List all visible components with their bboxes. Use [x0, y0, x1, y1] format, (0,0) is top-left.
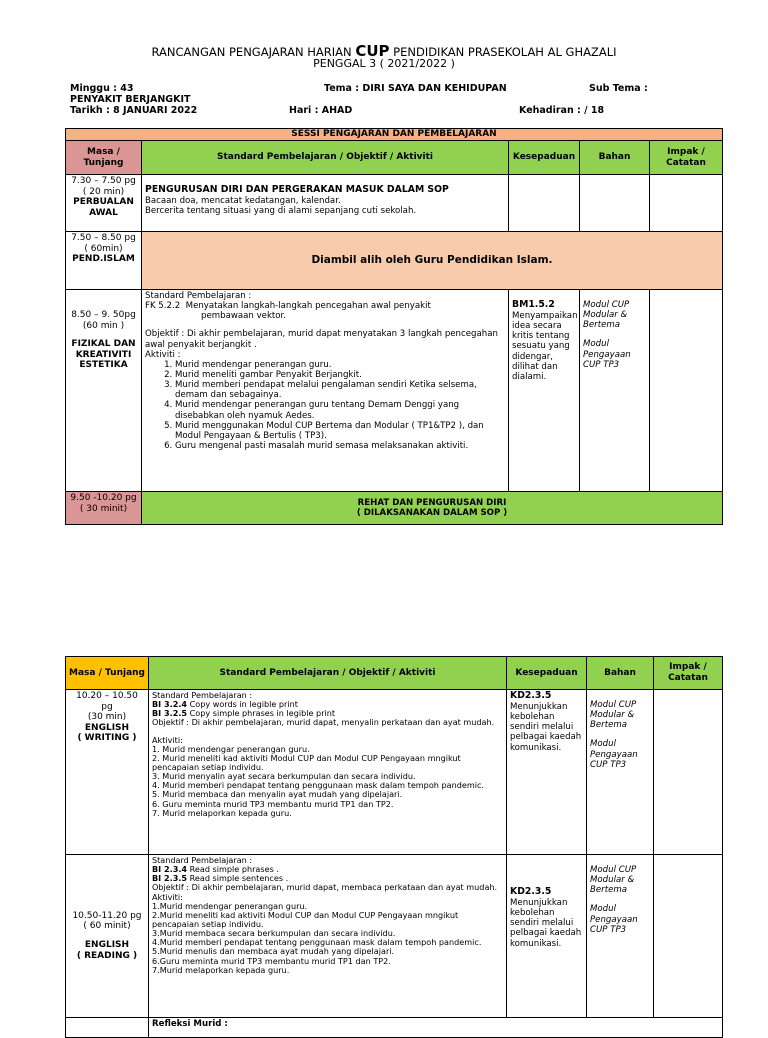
list-item: 7.Murid melaporkan kepada guru.	[152, 964, 290, 975]
activity-line: Bercerita tentang situasi yang di alami sepanjang cuti sekolah.	[145, 206, 417, 217]
tema-label: Tema : DIRI SAYA DAN KEHIDUPAN	[324, 83, 507, 94]
aktiviti-list	[145, 360, 505, 451]
bahan-item: Modul Pengayaan CUP TP3	[590, 904, 638, 935]
list-item: 1. Murid mendengar penerangan guru.	[152, 743, 310, 754]
bahan-item: Modul CUP Modular & Bertema	[583, 300, 630, 331]
kesepaduan-text: Menunjukkan kebolehan sendiri melalui pelbagai kaedah komunikasi.	[510, 897, 582, 949]
minggu-label: Minggu : 43	[70, 83, 134, 94]
kesepaduan-cell	[509, 175, 580, 232]
col-header-standard: Standard Pembelajaran / Objektif / Aktiviti	[142, 141, 509, 175]
rehat-line: ( DILAKSANAKAN DALAM SOP )	[356, 508, 508, 518]
masa-duration: ( 60min)	[84, 243, 123, 254]
sp-label: Standard Pembelajaran :	[152, 690, 253, 700]
col-header-impak: Impak / Catatan	[650, 141, 723, 175]
activity-cell	[149, 690, 507, 855]
list-item: 2.Murid meneliti kad aktiviti Modul CUP dan Modul CUP Pengayaan mngikut pencapaian setiap individu.	[152, 909, 459, 929]
sp-text-cont: pembawaan vektor.	[201, 311, 287, 322]
bahan-item: Modul Pengayaan CUP TP3	[583, 339, 631, 370]
col-header-kesepaduan: Kesepaduan	[507, 657, 587, 690]
sp-code: BI 2.3.4	[152, 864, 188, 875]
masa-time: 10.50-11.20 pg	[72, 910, 142, 921]
title-suffix: PENDIDIKAN PRASEKOLAH AL GHAZALI	[393, 45, 617, 59]
activity-cell	[149, 855, 507, 1018]
document-subtitle: PENGGAL 3 ( 2021/2022 )	[313, 57, 455, 70]
sp-label: Standard Pembelajaran :	[152, 855, 253, 865]
col-header-bahan: Bahan	[580, 141, 650, 175]
activity-cell	[142, 175, 509, 232]
activity-cell	[142, 290, 509, 492]
col-header-masa: Masa / Tunjang	[66, 141, 142, 175]
table-row	[66, 855, 723, 1018]
kesepaduan-text: Menunjukkan kebolehan sendiri melalui pelbagai kaedah komunikasi.	[510, 701, 582, 753]
table-row	[66, 232, 723, 290]
sp-code: BI 3.2.5	[152, 708, 188, 719]
lesson-table-1	[65, 128, 723, 525]
list-item: 2. Murid meneliti kad aktiviti Modul CUP dan Modul CUP Pengayaan mngikut pencapaian setiap individu.	[152, 752, 461, 772]
list-item: 3.Murid membaca secara berkumpulan dan secara individu.	[152, 928, 396, 939]
bahan-cell	[580, 290, 650, 492]
aktiviti-label: Aktiviti:	[152, 891, 183, 902]
objektif-text: Objektif : Di akhir pembelajaran, murid dapat, menyalin perkataan dan ayat mudah.	[152, 717, 495, 728]
impak-cell	[654, 855, 723, 1018]
list-item: 6. Guru meminta murid TP3 membantu murid TP1 dan TP2.	[152, 798, 394, 809]
subtema-label: Sub Tema :	[589, 83, 648, 94]
kehadiran-label: Kehadiran : / 18	[519, 105, 605, 116]
lesson-table-2	[65, 656, 723, 1038]
table-row	[66, 175, 723, 232]
title-cup: CUP	[355, 42, 390, 60]
sp-code: FK 5.2.2	[145, 301, 181, 312]
list-item: 3. Murid menyalin ayat secara berkumpulan dan secara individu.	[152, 771, 416, 782]
kesepaduan-cell	[507, 855, 587, 1018]
masa-time: 7.30 – 7.50 pg	[71, 176, 136, 186]
masa-cell	[66, 232, 142, 290]
list-item: 1. Murid mendengar penerangan guru.	[175, 360, 505, 370]
bahan-item: Modul CUP Modular & Bertema	[590, 700, 637, 731]
impak-cell	[650, 290, 723, 492]
masa-cell	[66, 1018, 149, 1038]
tunjang-sub: ( READING )	[76, 950, 138, 961]
sp-text: Read simple sentences .	[189, 873, 289, 884]
kesepaduan-cell	[509, 290, 580, 492]
list-item: 1.Murid mendengar penerangan guru.	[152, 900, 308, 911]
title-prefix: RANCANGAN PENGAJARAN HARIAN	[151, 45, 352, 59]
masa-time: 7.50 – 8.50 pg	[71, 233, 136, 243]
masa-duration: ( 60 minit)	[83, 921, 131, 932]
tunjang-sub: ( WRITING )	[77, 733, 137, 744]
list-item: 5.Murid menulis dan membaca ayat mudah yang dipelajari.	[152, 946, 395, 957]
rehat-cell	[142, 492, 723, 525]
pend-islam-note: Diambil alih oleh Guru Pendidikan Islam.	[142, 232, 723, 290]
bahan-cell	[587, 690, 654, 855]
refleksi-cell: Refleksi Murid :	[149, 1018, 723, 1038]
list-item: 5. Murid menggunakan Modul CUP Bertema dan Modular ( TP1&TP2 ), dan Modul Pengayaan & Bertulis ( TP3).	[175, 421, 505, 441]
sp-code: BI 2.3.5	[152, 873, 188, 884]
activity-heading: PENGURUSAN DIRI DAN PERGERAKAN MASUK DALAM SOP	[145, 184, 449, 195]
tunjang-label: ENGLISH	[84, 722, 130, 733]
list-item: 6.Guru meminta murid TP3 membantu murid TP1 dan TP2.	[152, 955, 391, 966]
list-item: 6. Guru mengenal pasti masalah murid semasa melaksanakan aktiviti.	[175, 441, 505, 451]
list-item: 4. Murid mendengar penerangan guru tentang Demam Denggi yang disebabkan oleh nyamuk Aedes.	[175, 400, 505, 420]
objektif-text: Objektif : Di akhir pembelajaran, murid dapat, membaca perkataan dan ayat mudah.	[152, 882, 498, 893]
impak-cell	[650, 175, 723, 232]
masa-cell	[66, 855, 149, 1018]
list-item: 4. Murid memberi pendapat tentang penggunaan mask dalam tempoh pandemic.	[152, 780, 484, 791]
masa-cell	[66, 175, 142, 232]
sp-label: Standard Pembelajaran :	[145, 291, 252, 301]
col-header-masa: Masa / Tunjang	[66, 657, 149, 690]
aktiviti-label: Aktiviti:	[152, 734, 183, 745]
table-row	[66, 690, 723, 855]
bahan-item: Modul CUP Modular & Bertema	[590, 865, 637, 896]
kesepaduan-text: Menyampaikan idea secara kritis tentang sesuatu yang didengar, dilihat dan dialami.	[512, 310, 578, 382]
sp-text: Read simple phrases .	[189, 864, 279, 875]
kesepaduan-code: KD2.3.5	[510, 886, 552, 897]
list-item: 5. Murid membaca dan menyalin ayat mudah yang dipelajari.	[152, 789, 403, 800]
tunjang-label: PERBUALAN AWAL	[73, 197, 134, 218]
masa-cell	[66, 492, 142, 525]
impak-cell	[654, 690, 723, 855]
table-row	[66, 290, 723, 492]
col-header-kesepaduan: Kesepaduan	[509, 141, 580, 175]
col-header-bahan: Bahan	[587, 657, 654, 690]
masa-cell	[66, 290, 142, 492]
list-item: 7. Murid melaporkan kepada guru.	[152, 807, 292, 818]
bahan-cell	[580, 175, 650, 232]
masa-time: 9.50 -10.20 pg	[70, 493, 137, 503]
hari-label: Hari : AHAD	[289, 105, 353, 116]
tunjang-label: FIZIKAL DAN KREATIVITI ESTETIKA	[71, 339, 136, 371]
sp-code: BI 3.2.4	[152, 699, 188, 710]
tarikh-label: Tarikh : 8 JANUARI 2022	[70, 105, 198, 116]
masa-cell	[66, 690, 149, 855]
objektif-text: Objektif : Di akhir pembelajaran, murid dapat menyatakan 3 langkah pencegahan awal penyakit berjangkit .	[145, 329, 498, 350]
kesepaduan-code: BM1.5.2	[512, 299, 555, 310]
masa-time: 10.20 – 10.50 pg	[76, 691, 138, 712]
col-header-standard: Standard Pembelajaran / Objektif / Aktiviti	[149, 657, 507, 690]
tunjang-label: PEND.ISLAM	[72, 254, 135, 265]
table-row	[66, 492, 723, 525]
list-item: 3. Murid memberi pendapat melalui pengalaman sendiri Ketika selsema, demam dan sebagainya.	[175, 380, 505, 400]
rehat-line: REHAT DAN PENGURUSAN DIRI	[357, 497, 507, 508]
table-row	[66, 1018, 723, 1038]
kesepaduan-code: KD2.3.5	[510, 690, 552, 701]
masa-duration: (30 min)	[87, 712, 127, 723]
masa-time: 8.50 – 9. 50pg	[71, 310, 136, 320]
masa-duration: ( 30 minit)	[79, 503, 128, 514]
bahan-cell	[587, 855, 654, 1018]
penyakit-label: PENYAKIT BERJANGKIT	[70, 94, 191, 105]
list-item: 4.Murid memberi pendapat tentang penggunaan mask dalam tempoh pandemic.	[152, 937, 482, 948]
masa-duration: (60 min )	[82, 320, 125, 331]
section-title: SESSI PENGAJARAN DAN PEMBELAJARAN	[66, 129, 723, 141]
masa-duration: ( 20 min)	[82, 186, 125, 197]
sp-text: Copy simple phrases in legible print	[189, 708, 336, 719]
list-item: 2. Murid meneliti gambar Penyakit Berjangkit.	[175, 370, 505, 380]
col-header-impak: Impak / Catatan	[654, 657, 723, 690]
aktiviti-label: Aktiviti :	[145, 349, 181, 360]
activity-line: Bacaan doa, mencatat kedatangan, kalendar.	[145, 195, 341, 206]
sp-text: Menyatakan langkah-langkah pencegahan awal penyakit	[185, 301, 431, 312]
bahan-item: Modul Pengayaan CUP TP3	[590, 739, 638, 770]
sp-text: Copy words in legible print	[189, 699, 298, 710]
kesepaduan-cell	[507, 690, 587, 855]
tunjang-label: ENGLISH	[84, 940, 130, 950]
